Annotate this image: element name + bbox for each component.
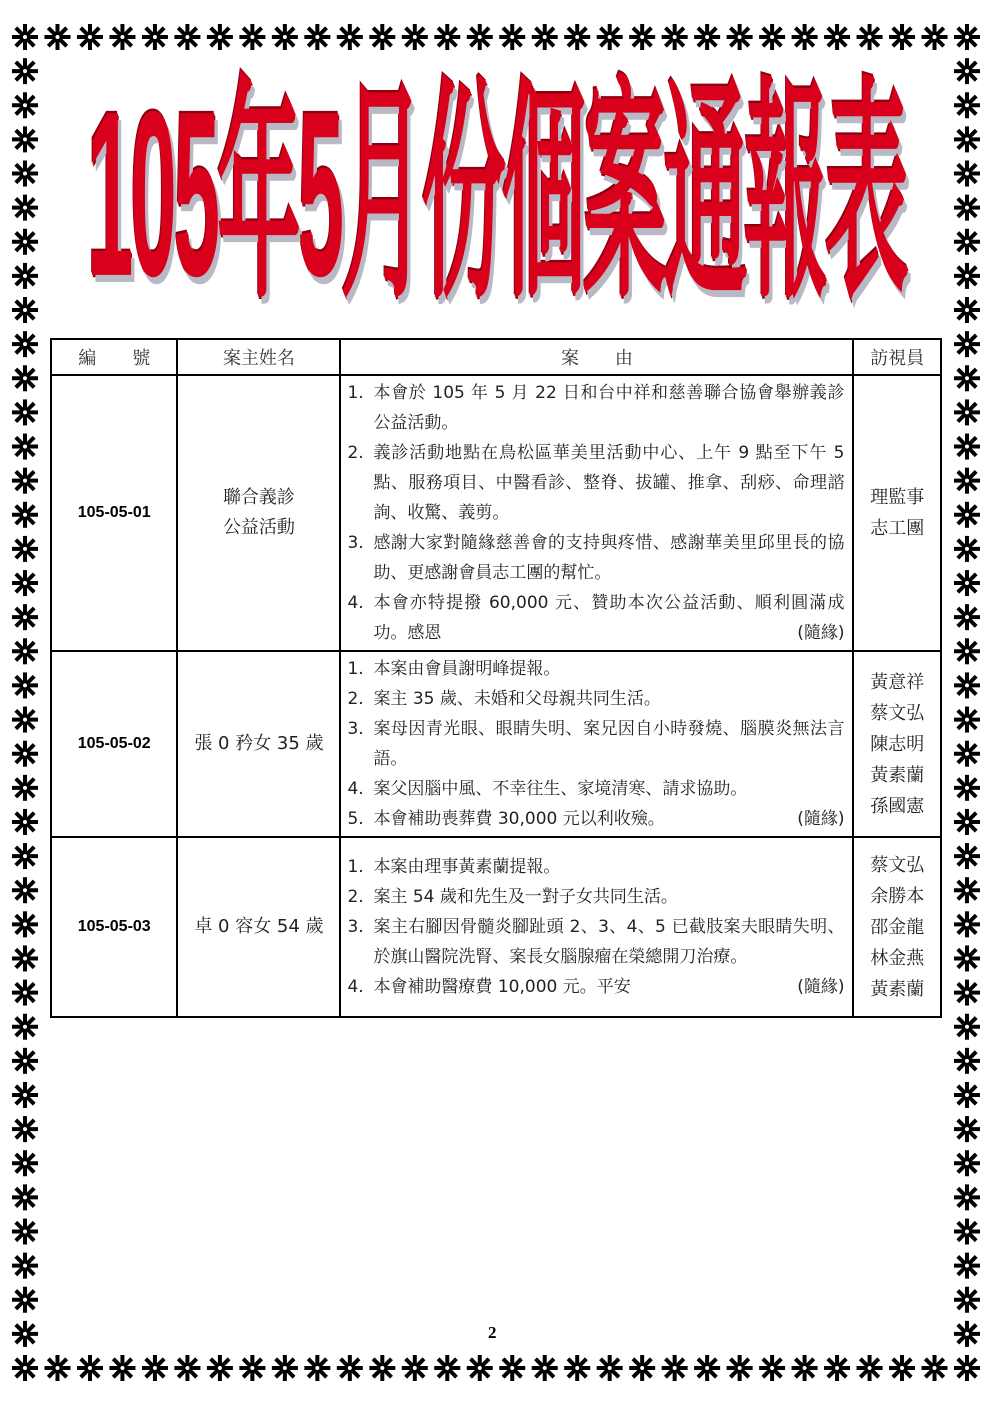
- item-signature: (隨緣): [797, 809, 845, 829]
- reason-item: [347, 684, 844, 714]
- asterisk-icon: [954, 1116, 980, 1142]
- asterisk-icon: [564, 24, 590, 50]
- asterisk-icon: [12, 1355, 38, 1381]
- asterisk-icon: [369, 24, 395, 50]
- header-reason: 案 由: [340, 339, 853, 375]
- asterisk-icon: [12, 843, 38, 869]
- asterisk-icon: [694, 1355, 720, 1381]
- asterisk-icon: [174, 24, 200, 50]
- asterisk-icon: [12, 399, 38, 425]
- page-title: 105年5月份個案通報表: [86, 63, 906, 327]
- asterisk-icon: [12, 1321, 38, 1347]
- asterisk-icon: [662, 1355, 688, 1381]
- asterisk-icon: [954, 604, 980, 630]
- asterisk-icon: [759, 1355, 785, 1381]
- header-id: 編 號: [51, 339, 177, 375]
- case-report-table: [50, 338, 942, 1018]
- item-text: 感謝大家對隨緣慈善會的支持與疼惜、感謝華美里邱里長的協助、更感謝會員志工團的幫忙。: [373, 533, 845, 583]
- asterisk-icon: [77, 1355, 103, 1381]
- item-number: 2.: [347, 443, 364, 463]
- visitor-name: 黃素蘭: [870, 764, 925, 786]
- asterisk-icon: [954, 945, 980, 971]
- asterisk-icon: [694, 24, 720, 50]
- reason-item: [347, 714, 844, 774]
- header-name: 案主姓名: [177, 339, 340, 375]
- asterisk-icon: [12, 1116, 38, 1142]
- item-number: 1.: [347, 659, 364, 679]
- asterisk-icon: [954, 365, 980, 391]
- case-id: 105-05-03: [51, 837, 177, 1017]
- asterisk-icon: [499, 24, 525, 50]
- item-text: 案母因青光眼、眼睛失明、案兄因自小時發燒、腦膜炎無法言語。: [373, 719, 845, 769]
- visitor-name: 黃意祥: [870, 671, 925, 693]
- visitor-name: 蔡文弘: [870, 702, 925, 724]
- asterisk-icon: [272, 24, 298, 50]
- asterisk-icon: [954, 1150, 980, 1176]
- asterisk-icon: [954, 434, 980, 460]
- asterisk-icon: [889, 1355, 915, 1381]
- case-reason: [340, 837, 853, 1017]
- item-text: 案主 35 歲、未婚和父母親共同生活。: [373, 689, 661, 709]
- item-text: 本案由會員謝明峰提報。: [373, 659, 561, 679]
- asterisk-icon: [12, 707, 38, 733]
- asterisk-icon: [857, 1355, 883, 1381]
- asterisk-icon: [12, 1287, 38, 1313]
- case-subject-line: 張 0 矜女 35 歲: [194, 733, 324, 754]
- asterisk-icon: [12, 945, 38, 971]
- asterisk-icon: [564, 1355, 590, 1381]
- asterisk-icon: [12, 1014, 38, 1040]
- reason-item: [347, 378, 844, 438]
- reason-item: [347, 654, 844, 684]
- asterisk-icon: [597, 1355, 623, 1381]
- asterisk-icon: [954, 775, 980, 801]
- asterisk-icon: [954, 536, 980, 562]
- asterisk-icon: [174, 1355, 200, 1381]
- item-number: 2.: [347, 887, 364, 907]
- visitor-name: 黃素蘭: [870, 978, 925, 1000]
- item-text: 案主 54 歲和先生及一對子女共同生活。: [373, 887, 678, 907]
- case-visitors: [853, 651, 941, 837]
- asterisk-icon: [402, 1355, 428, 1381]
- asterisk-icon: [12, 877, 38, 903]
- asterisk-icon: [954, 1218, 980, 1244]
- reason-item: [347, 588, 844, 648]
- asterisk-icon: [12, 1253, 38, 1279]
- case-subject: [177, 651, 340, 837]
- asterisk-icon: [12, 502, 38, 528]
- item-text: 案父因腦中風、不幸往生、家境清寒、請求協助。: [373, 779, 748, 799]
- asterisk-icon: [12, 1184, 38, 1210]
- asterisk-icon: [207, 24, 233, 50]
- visitor-name: 孫國憲: [870, 795, 925, 817]
- asterisk-icon: [44, 24, 70, 50]
- asterisk-icon: [434, 1355, 460, 1381]
- case-visitors: [853, 375, 941, 651]
- asterisk-icon: [12, 570, 38, 596]
- table-row: [51, 375, 941, 651]
- item-number: 2.: [347, 689, 364, 709]
- asterisk-icon: [12, 24, 38, 50]
- visitor-name: 理監事: [870, 487, 925, 508]
- asterisk-icon: [954, 638, 980, 664]
- item-number: 3.: [347, 719, 364, 739]
- case-reason: [340, 375, 853, 651]
- asterisk-icon: [727, 24, 753, 50]
- asterisk-icon: [954, 672, 980, 698]
- asterisk-icon: [727, 1355, 753, 1381]
- asterisk-icon: [954, 877, 980, 903]
- item-text: 本會亦特提撥 60,000 元、贊助本次公益活動、順利圓滿成功。感恩: [373, 593, 845, 643]
- asterisk-icon: [824, 1355, 850, 1381]
- asterisk-icon: [792, 24, 818, 50]
- asterisk-icon: [954, 741, 980, 767]
- asterisk-icon: [44, 1355, 70, 1381]
- asterisk-icon: [662, 24, 688, 50]
- asterisk-icon: [954, 399, 980, 425]
- reason-item: [347, 852, 844, 882]
- table-header-row: [51, 339, 941, 375]
- item-text: 案主右腳因骨髓炎腳趾頭 2、3、4、5 已截肢案夫眼睛失明、於旗山醫院洗腎、案長女腦腺瘤在榮總開刀治療。: [373, 917, 845, 967]
- asterisk-icon: [109, 24, 135, 50]
- asterisk-icon: [369, 1355, 395, 1381]
- item-number: 3.: [347, 533, 364, 553]
- item-text: 本會補助醫療費 10,000 元。平安: [373, 977, 631, 997]
- asterisk-icon: [629, 1355, 655, 1381]
- item-signature: (隨緣): [797, 977, 845, 997]
- asterisk-icon: [12, 1150, 38, 1176]
- asterisk-icon: [12, 365, 38, 391]
- item-text: 本會於 105 年 5 月 22 日和台中祥和慈善聯合協會舉辦義診公益活動。: [373, 383, 845, 433]
- item-text: 本會補助喪葬費 30,000 元以利收殮。: [373, 809, 665, 829]
- asterisk-icon: [467, 1355, 493, 1381]
- asterisk-icon: [12, 604, 38, 630]
- case-reason: [340, 651, 853, 837]
- reason-item: [347, 774, 844, 804]
- asterisk-icon: [922, 24, 948, 50]
- reason-item: [347, 528, 844, 588]
- visitor-name: 林金燕: [870, 947, 925, 969]
- asterisk-icon: [12, 809, 38, 835]
- asterisk-icon: [824, 24, 850, 50]
- asterisk-icon: [954, 707, 980, 733]
- asterisk-icon: [954, 331, 980, 357]
- item-number: 4.: [347, 593, 364, 613]
- case-subject: [177, 375, 340, 651]
- asterisk-icon: [532, 24, 558, 50]
- asterisk-icon: [12, 536, 38, 562]
- asterisk-icon: [12, 775, 38, 801]
- asterisk-icon: [239, 1355, 265, 1381]
- visitor-name: 余勝本: [870, 885, 925, 907]
- reason-item: [347, 972, 844, 1002]
- header-visitors: 訪視員: [853, 339, 941, 375]
- item-text: 義診活動地點在鳥松區華美里活動中心、上午 9 點至下午 5 點、服務項目、中醫看診、整脊、拔罐、推拿、刮痧、命理諮詢、收驚、義剪。: [373, 443, 845, 523]
- asterisk-icon: [109, 1355, 135, 1381]
- item-number: 1.: [347, 383, 364, 403]
- asterisk-icon: [629, 24, 655, 50]
- table-row: [51, 651, 941, 837]
- asterisk-icon: [337, 1355, 363, 1381]
- asterisk-icon: [12, 911, 38, 937]
- asterisk-icon: [207, 1355, 233, 1381]
- asterisk-icon: [954, 502, 980, 528]
- asterisk-icon: [239, 24, 265, 50]
- asterisk-icon: [857, 24, 883, 50]
- page-number: 2: [488, 1323, 497, 1342]
- asterisk-icon: [467, 24, 493, 50]
- asterisk-icon: [759, 24, 785, 50]
- case-subject-line: 公益活動: [222, 517, 295, 538]
- visitor-name: 陳志明: [870, 733, 925, 755]
- asterisk-icon: [77, 24, 103, 50]
- table-row: [51, 837, 941, 1017]
- visitor-name: 邵金龍: [870, 916, 925, 938]
- asterisk-icon: [597, 24, 623, 50]
- asterisk-icon: [12, 672, 38, 698]
- case-subject: [177, 837, 340, 1017]
- asterisk-icon: [954, 911, 980, 937]
- case-subject-line: 聯合義診: [222, 487, 295, 508]
- item-text: 本案由理事黃素蘭提報。: [373, 857, 561, 877]
- asterisk-icon: [142, 24, 168, 50]
- asterisk-icon: [922, 1355, 948, 1381]
- asterisk-icon: [12, 741, 38, 767]
- reason-item: [347, 804, 844, 834]
- reason-item: [347, 882, 844, 912]
- asterisk-icon: [954, 1048, 980, 1074]
- asterisk-icon: [434, 24, 460, 50]
- asterisk-icon: [532, 1355, 558, 1381]
- asterisk-icon: [954, 1184, 980, 1210]
- asterisk-icon: [12, 980, 38, 1006]
- asterisk-icon: [954, 843, 980, 869]
- asterisk-icon: [954, 980, 980, 1006]
- asterisk-icon: [12, 1048, 38, 1074]
- asterisk-icon: [954, 1014, 980, 1040]
- reason-item: [347, 438, 844, 528]
- asterisk-icon: [954, 809, 980, 835]
- asterisk-icon: [792, 1355, 818, 1381]
- item-number: 1.: [347, 857, 364, 877]
- asterisk-icon: [954, 1355, 980, 1381]
- case-id: 105-05-01: [51, 375, 177, 651]
- asterisk-icon: [304, 1355, 330, 1381]
- asterisk-icon: [12, 331, 38, 357]
- asterisk-icon: [402, 24, 428, 50]
- item-number: 5.: [347, 809, 364, 829]
- item-signature: (隨緣): [797, 623, 845, 643]
- asterisk-icon: [954, 24, 980, 50]
- visitor-name: 志工團: [870, 518, 925, 539]
- asterisk-icon: [12, 638, 38, 664]
- item-number: 4.: [347, 977, 364, 997]
- asterisk-icon: [12, 1082, 38, 1108]
- case-visitors: [853, 837, 941, 1017]
- asterisk-icon: [954, 1253, 980, 1279]
- item-number: 4.: [347, 779, 364, 799]
- title-banner: [0, 63, 992, 327]
- asterisk-icon: [499, 1355, 525, 1381]
- case-id: 105-05-02: [51, 651, 177, 837]
- visitor-name: 蔡文弘: [870, 854, 925, 876]
- reason-item: [347, 912, 844, 972]
- asterisk-icon: [12, 434, 38, 460]
- asterisk-icon: [954, 468, 980, 494]
- case-subject-line: 卓 0 容女 54 歲: [194, 916, 324, 937]
- asterisk-icon: [142, 1355, 168, 1381]
- asterisk-icon: [12, 1218, 38, 1244]
- asterisk-icon: [954, 1321, 980, 1347]
- asterisk-icon: [304, 24, 330, 50]
- asterisk-icon: [954, 570, 980, 596]
- item-number: 3.: [347, 917, 364, 937]
- asterisk-icon: [337, 24, 363, 50]
- asterisk-icon: [954, 1082, 980, 1108]
- asterisk-icon: [954, 1287, 980, 1313]
- asterisk-icon: [272, 1355, 298, 1381]
- asterisk-icon: [12, 468, 38, 494]
- asterisk-icon: [889, 24, 915, 50]
